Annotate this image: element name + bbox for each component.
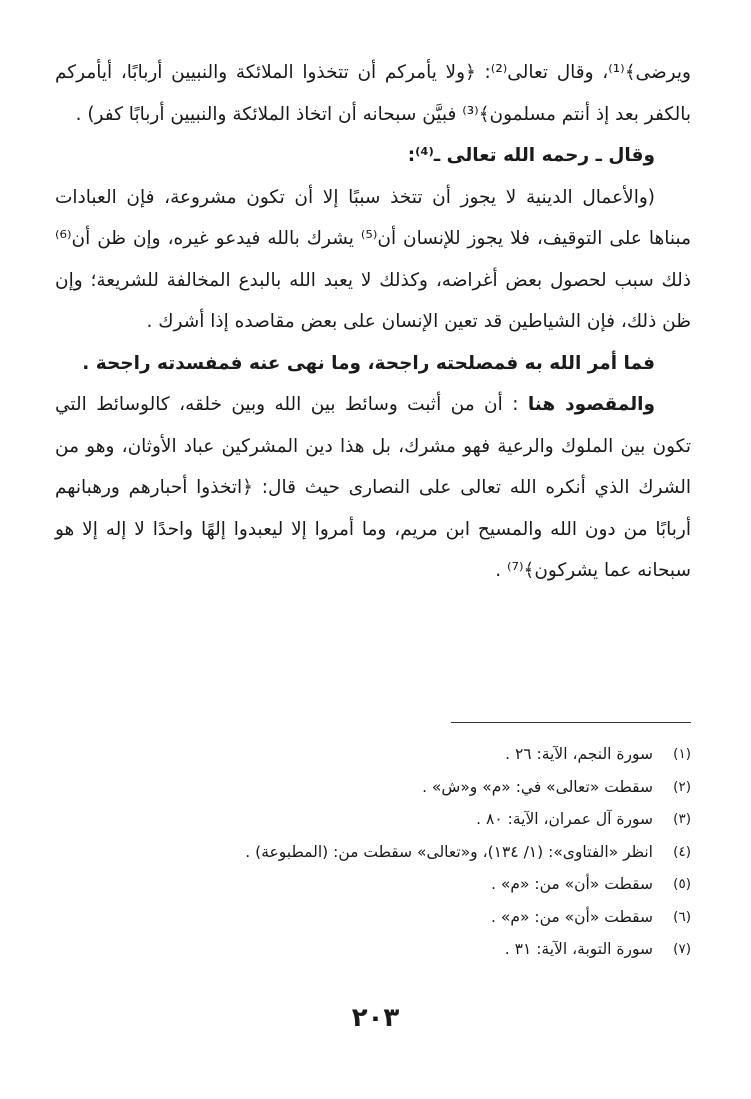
footnotes <box>55 738 691 966</box>
footnote-number: (٥) <box>673 876 691 892</box>
paragraph-4: فما أمر الله به فمصلحته راجحة، وما نهى عنه فمفسدته راجحة . <box>82 352 655 374</box>
footnote-text: انظر «الفتاوى»: (١/ ١٣٤)، و«تعالى» سقطت من: (المطبوعة) . <box>245 842 653 861</box>
footnote-item <box>55 868 691 901</box>
paragraph-3: (والأعمال الدينية لا يجوز أن تتخذ سببًا إلا أن تكون مشروعة، فإن العبادات مبناها على التوقيف، فلا يجوز للإنسان أن⁽⁵⁾ يشرك بالله فيدعو غيره، وإن ظن أن⁽⁶⁾ ذلك سبب لحصول بعض أغراضه، وكذلك لا يعبد الله بالبدع المخالفة للشريعة؛ وإن ظن ذلك، فإن الشياطين قد تعين الإنسان على بعض مقاصده إذا أشرك . <box>55 186 691 332</box>
paragraph-1: ويرضى﴾⁽¹⁾، وقال تعالى⁽²⁾: ﴿ولا يأمركم أن تتخذوا الملائكة والنبيين أربابًا، أيأمركم بالكفر بعد إذ أنتم مسلمون﴾⁽³⁾ فبيَّن سبحانه أن اتخاذ الملائكة والنبيين أربابًا كفر) . <box>55 62 691 125</box>
paragraph-5 <box>55 384 691 592</box>
paragraph-2-heading: وقال ـ رحمه الله تعالى ـ⁽⁴⁾: <box>407 145 655 166</box>
footnote-item <box>55 901 691 934</box>
footnote-number: (١) <box>673 746 691 762</box>
footnote-text: سورة آل عمران، الآية: ٨٠ . <box>476 810 653 828</box>
footnote-number: (٤) <box>673 843 691 860</box>
footnote-text: سورة النجم، الآية: ٢٦ . <box>505 745 653 763</box>
footnote-item <box>55 836 691 869</box>
footnote-number: (٧) <box>673 941 691 957</box>
footnote-item <box>55 738 691 771</box>
footnote-text: سقطت «أن» من: «م» . <box>491 907 653 926</box>
footnote-text: سقطت «تعالى» في: «م» و«ش» . <box>422 777 653 796</box>
footnote-number: (٦) <box>673 908 691 925</box>
paragraph-5-lead: والمقصود هنا <box>527 394 655 415</box>
footnote-text: سورة التوبة، الآية: ٣١ . <box>504 940 653 958</box>
footnote-number: (٢) <box>673 778 691 795</box>
page-number: ٢٠٣ <box>351 1003 400 1033</box>
footnote-item <box>55 933 691 966</box>
paragraph-5-rest: : أن من أثبت وسائط بين الله وبين خلقه، كالوسائط التي تكون بين الملوك والرعية فهو مشرك، بل هذا دين المشركين عباد الأوثان، وهو من الشرك الذي أنكره الله تعالى على النصارى حيث قال: ﴿اتخذوا أحبارهم ورهبانهم أربابًا من دون الله والمسيح ابن مريم، وما أمروا إلا ليعبدوا إلهًا واحدًا لا إله إلا هو سبحانه عما يشركون﴾⁽⁷⁾ . <box>55 394 691 581</box>
footnote-item <box>55 803 691 836</box>
footnote-item <box>55 771 691 804</box>
footnote-separator <box>451 722 691 723</box>
main-text <box>55 52 691 592</box>
footnote-number: (٣) <box>673 811 691 827</box>
footnote-text: سقطت «أن» من: «م» . <box>491 875 653 893</box>
